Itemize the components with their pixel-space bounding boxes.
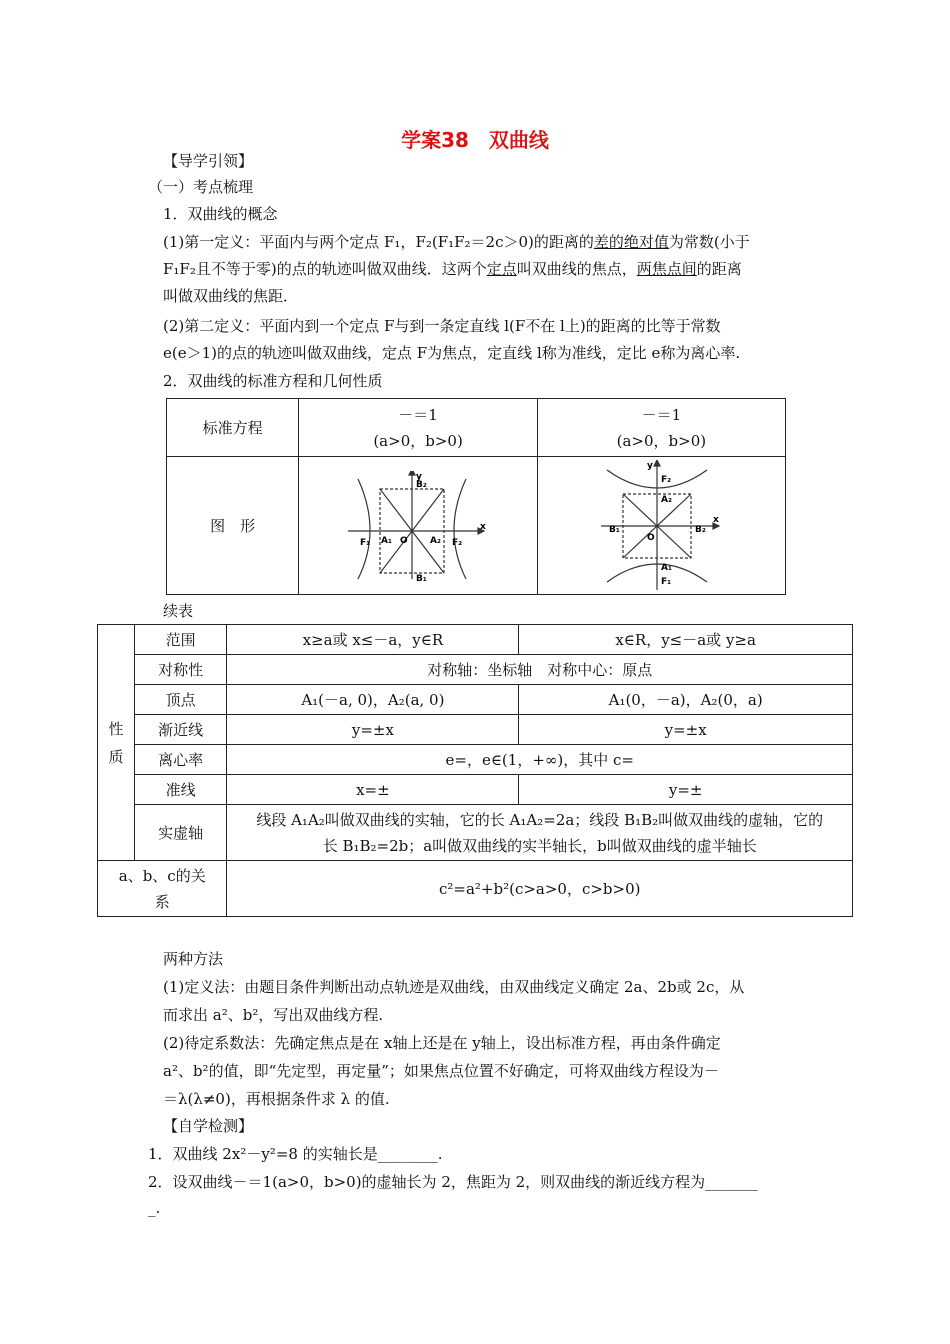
label-b1: B₁ (609, 524, 621, 535)
label-x: x (480, 521, 486, 532)
label-a2: A₂ (430, 535, 441, 546)
label-directrix: 准线 (134, 775, 227, 805)
label-axes: 实虚轴 (134, 805, 227, 861)
continued-label: 续表 (163, 602, 194, 620)
axes-description: 线段 A₁A₂叫做双曲线的实轴，它的长 A₁A₂=2a；线段 B₁B₂叫做双曲线的虚轴，它的 长 B₁B₂=2b；a叫做双曲线的实半轴长，b叫做双曲线的虚半轴长 (227, 805, 853, 861)
graph-x-hyperbola (348, 471, 488, 581)
page-title: 学案38 双曲线 (401, 128, 549, 152)
label-origin: O (400, 535, 408, 546)
question-1: 1．双曲线 2x²－y²=8 的实轴长是________. (148, 1145, 443, 1163)
label-a1: A₁ (381, 535, 392, 546)
label-b1: B₁ (416, 573, 427, 581)
label-origin: O (647, 532, 656, 543)
question-2-line2: _. (148, 1199, 161, 1217)
equation-table (166, 398, 786, 595)
properties-table (97, 624, 853, 917)
method2-line1: (2)待定系数法：先确定焦点是在 x轴上还是在 y轴上，设出标准方程，再由条件确定 (163, 1034, 721, 1052)
graph-y-hyperbola (601, 460, 721, 592)
def1-line2: F₁F₂且不等于零)的点的轨迹叫做双曲线．这两个定点叫双曲线的焦点，两焦点间的距离 (163, 260, 742, 278)
label-f2: F₂ (661, 474, 672, 485)
label-b2: B₂ (695, 524, 707, 535)
right-branch (454, 479, 466, 579)
graph-y-hyperbola-cell (537, 457, 785, 595)
underline-term: 定点 (486, 260, 517, 278)
graph-x-hyperbola-cell (299, 457, 537, 595)
label-relation: a、b、c的关 系 (98, 861, 227, 917)
y-arrow (654, 460, 660, 466)
range-x: x≥a或 x≤－a，y∈R (227, 625, 519, 655)
label-symmetry: 对称性 (134, 655, 227, 685)
asymptote-y: y=±x (519, 715, 853, 745)
label-b2: B₂ (416, 479, 427, 490)
equation-x-axis: －＝1 (a>0，b>0) (299, 399, 537, 457)
symmetry-value: 对称轴：坐标轴 对称中心：原点 (227, 655, 853, 685)
item-standard: 2．双曲线的标准方程和几何性质 (163, 372, 383, 390)
directrix-y: y=± (519, 775, 853, 805)
method2-line2: a²、b²的值，即“先定型，再定量”；如果焦点位置不好确定，可将双曲线方程设为－ (163, 1062, 719, 1080)
label-x: x (713, 514, 720, 525)
range-y: x∈R，y≤－a或 y≥a (519, 625, 853, 655)
label-f2: F₂ (452, 537, 463, 548)
label-y: y (416, 471, 422, 482)
question-2-line1: 2．设双曲线－＝1(a>0，b>0)的虚轴长为 2，焦距为 2，则双曲线的渐近线方程为_______ (148, 1173, 758, 1191)
def2-line2: e(e＞1)的点的轨迹叫做双曲线，定点 F为焦点，定直线 l称为准线，定比 e称为离心率. (163, 344, 741, 362)
eccentricity-value: e=，e∈(1，+∞)，其中 c= (227, 745, 853, 775)
label-vertices: 顶点 (134, 685, 227, 715)
def1-line3: 叫做双曲线的焦距． (163, 287, 299, 305)
label-eccentricity: 离心率 (134, 745, 227, 775)
methods-heading: 两种方法 (163, 950, 224, 968)
label-graph: 图 形 (167, 457, 299, 595)
label-f1: F₁ (360, 537, 371, 548)
method1-line1: (1)定义法：由题目条件判断出动点轨迹是双曲线，由双曲线定义确定 2a、2b或 2c，从 (163, 978, 745, 996)
def2-line1: (2)第二定义：平面内到一个定点 F与到一条定直线 l(F不在 l上)的距离的比等于常数 (163, 317, 721, 335)
label-y: y (647, 460, 654, 471)
underline-term: 差的绝对值 (593, 233, 669, 251)
label-a1: A₁ (661, 562, 673, 573)
label-range: 范围 (134, 625, 227, 655)
left-branch (358, 479, 370, 579)
item-concept: 1．双曲线的概念 (163, 205, 278, 223)
vertices-x: A₁(－a, 0)，A₂(a, 0) (227, 685, 519, 715)
y-arrow (409, 471, 415, 475)
label-asymptote: 渐近线 (134, 715, 227, 745)
underline-term: 两焦点间 (636, 260, 697, 278)
self-test-heading: 【自学检测】 (163, 1117, 254, 1135)
label-standard-equation: 标准方程 (167, 399, 299, 457)
label-f1: F₁ (661, 576, 672, 587)
method2-line3: ＝λ(λ≠0)，再根据条件求 λ 的值. (163, 1090, 390, 1108)
section-heading: （一）考点梳理 (148, 178, 254, 196)
asymptote-x: y=±x (227, 715, 519, 745)
vertices-y: A₁(0，－a)，A₂(0，a) (519, 685, 853, 715)
equation-y-axis: －＝1 (a>0，b>0) (537, 399, 785, 457)
label-properties: 性 质 (98, 625, 135, 861)
def1-line1: (1)第一定义：平面内与两个定点 F₁，F₂(F₁F₂＝2c＞0)的距离的差的绝对值为常数(小于 (163, 233, 750, 251)
section-guide: 【导学引领】 (163, 152, 254, 170)
method1-line2: 而求出 a²、b²，写出双曲线方程. (163, 1006, 384, 1024)
relation-value: c²=a²+b²(c>a>0，c>b>0) (227, 861, 853, 917)
directrix-x: x=± (227, 775, 519, 805)
label-a2: A₂ (661, 494, 673, 505)
